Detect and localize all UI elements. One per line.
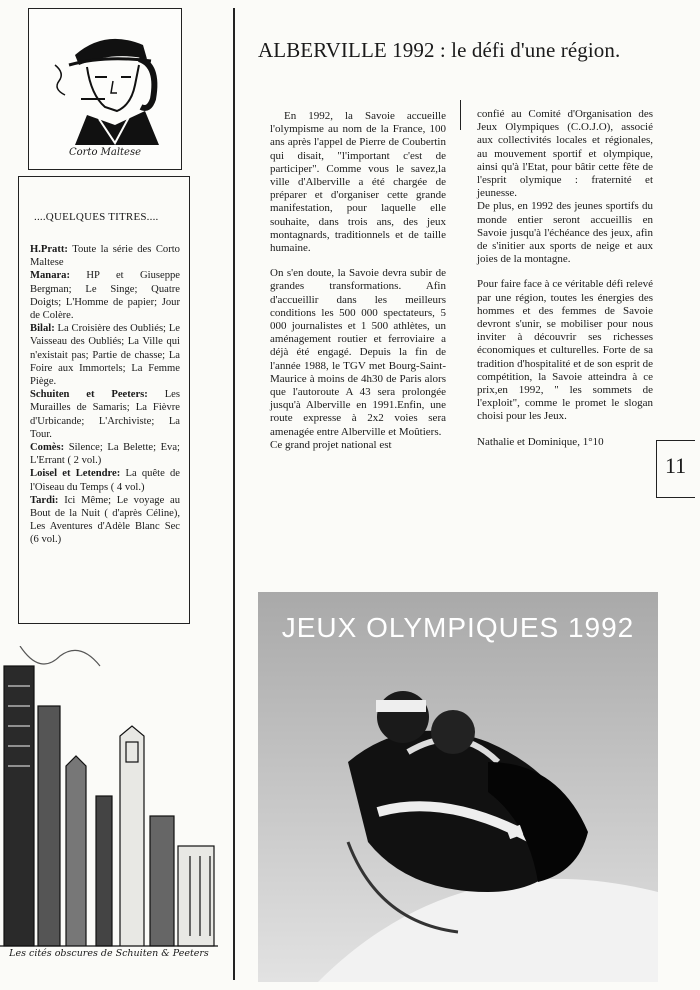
article-paragraph: En 1992, la Savoie accueille l'olympisme au nom de la France, 100 ans après l'appel de Pierre de Coubertin qui disait, "l'important c'est de participer". Comme vous le savez,la ville d'Alberville a été chargée de préparer et d'organiser cette grande manifestation, pour laquelle elle souhaite, dans trois ans, des jeux montagnards, traditionnels et de taille humaine. [270,110,446,255]
olympics-poster [258,592,658,982]
title-works: La Croisière des Oubliés; Le Vaisseau des Oubliés; La Ville qui n'existait pas; Partie de chasse; La Foire aux Immortels; La Femme Piège. [30,323,180,388]
title-author: Comès: [30,442,65,454]
title-author: Tardi: [30,494,59,506]
article-column-1 [270,110,446,464]
page-number: 11 [665,453,687,478]
article-paragraph: confié au Comité d'Organisation des Jeux Olympiques (C.O.J.O), associé aux collectivités locales et régionales, au mouvement sportif et olympique, ainsi qu'à l'Etat, pour bâtir cette fête de l'esprit olymique : fraternité et jeunesse. [477,108,653,200]
article-paragraph: On s'en doute, la Savoie devra subir de grandes transformations. Afin d'accueillir dans les meilleurs conditions les 500 000 spectateurs, 5 000 journalistes et 1 500 athlètes, un aménagement routier et ferroviaire a déjà été engagé. Depuis la fin de l'année 1988, le TGV met Bourg-Saint-Maurice à moins de 4h30 de Paris alors que l'autoroute A 43 sera prolongée jusqu'à Alberville en 1991.Enfin, une route expresse à 2x2 voies sera amenagée entre Alberville et Moûtiers. [270,267,446,438]
article-paragraph: Ce grand projet national est [270,438,392,451]
titles-box [18,176,190,624]
corto-portrait-drawing [35,15,175,145]
title-author: Schuiten et Peeters: [30,389,148,401]
titles-list [30,243,180,547]
title-author: Manara: [30,270,71,282]
article-column-2 [477,108,653,461]
article-headline: ALBERVILLE 1992 : le défi d'une région. [258,38,621,62]
bobsleigh-image [258,592,658,982]
title-works: Silence; La Belette; Eva; L'Errant ( 2 vol.) [30,442,180,467]
title-works: Toute la série des Corto Maltese [30,244,180,269]
title-author: H.Pratt: [30,244,68,255]
cites-obscures-drawing [0,646,218,962]
poster-title: JEUX OLYMPIQUES 1992 [281,612,635,643]
title-works: Ici Même; Le voyage au Bout de la Nuit ( d'après Céline), Les Aventures d'Adèle Blanc Sec (6 vol.) [30,494,180,546]
corto-maltese-illustration [28,8,182,170]
title-entry [30,322,180,388]
titles-heading: ....QUELQUES TITRES.... [34,211,159,223]
column-rule [460,100,461,130]
article-paragraph: De plus, en 1992 des jeunes sportifs du monde entier seront accueillis en Savoie jusqu'à l'échéance des jeux, afin de s'initier aux sports de neige et aux joies de la montagne. [477,200,653,266]
title-author: Bilal: [30,323,55,335]
title-works: La quête de l'Oiseau du Temps ( 4 vol.) [30,468,180,493]
title-entry [30,243,180,269]
title-entry [30,494,180,547]
city-illustration [0,646,218,984]
article-paragraph: Pour faire face à ce véritable défi relevé par une région, toutes les énergies des hommes et des femmes de Savoie devront s'unir, se mobiliser pour nous inviter à découvrir ses richesses économiques et culturelles. Forte de sa tradition d'hospitalité et de son esprit de compétition, la Savoie atteindra à ce prix,en 1992, " les sommets de l'exploit", comme le promet le slogan choisi pour les Jeux. [477,278,653,423]
title-works: HP et Giuseppe Bergman; Le Singe; Quatre Doigts; L'Homme de papier; Jour de Colère. [30,270,180,322]
corto-caption: Corto Maltese [68,147,142,158]
title-entry [30,467,180,493]
city-caption: Les cités obscures de Schuiten & Peeters [9,948,209,959]
page-number-tab [656,440,695,498]
title-works: Les Murailles de Samaris; La Fièvre d'Urbicande; L'Archiviste; La Tour. [30,389,180,440]
title-entry [30,269,180,322]
title-entry [30,441,180,467]
title-author: Loisel et Letendre: [30,468,121,480]
article-signature: Nathalie et Dominique, 1°10 [477,435,604,448]
column-divider [233,8,235,980]
title-entry [30,388,180,441]
